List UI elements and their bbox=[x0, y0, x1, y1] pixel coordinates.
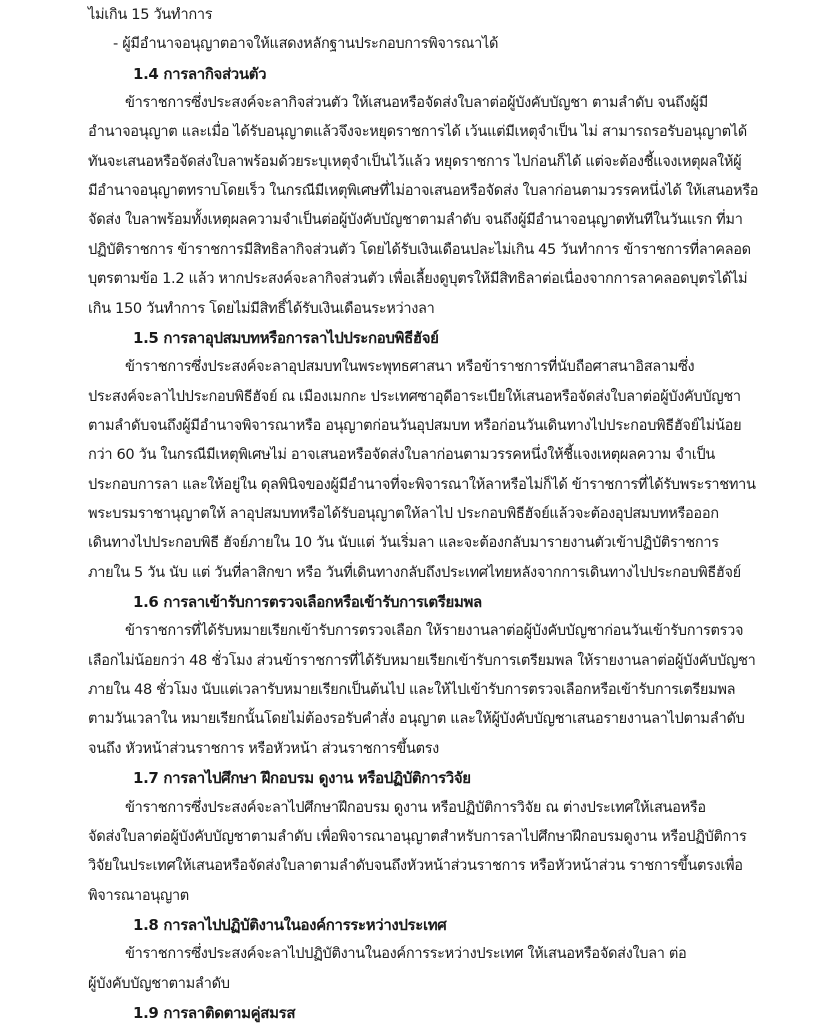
body-text-line: มีอำนาจอนุญาตทราบโดยเร็ว ในกรณีมีเหตุพิเศษที่ไม่อาจเสนอหรือจัดส่ง ใบลาก่อนตามวรรคหนึ่งได้ ให้เสนอหรือ bbox=[88, 182, 759, 199]
section-heading-1-5: 1.5 การลาอุปสมบทหรือการลาไปประกอบพิธีฮัจย์ bbox=[133, 329, 439, 347]
body-text-line: พระบรมราชานุญาตให้ ลาอุปสมบทหรือได้รับอนุญาตให้ลาไป ประกอบพิธีฮัจย์แล้วจะต้องอุปสมบทหรือออก bbox=[88, 505, 719, 522]
section-heading-1-7: 1.7 การลาไปศึกษา ฝึกอบรม ดูงาน หรือปฏิบัติการวิจัย bbox=[133, 769, 471, 787]
list-item-text: - ผู้มีอำนาจอนุญาตอาจให้แสดงหลักฐานประกอบการพิจารณาได้ bbox=[113, 35, 499, 52]
body-text-line: ข้าราชการซึ่งประสงค์จะลากิจส่วนตัว ให้เสนอหรือจัดส่งใบลาต่อผู้บังคับบัญชา ตามลำดับ จนถึงผู้มี bbox=[125, 94, 708, 111]
section-heading-1-8: 1.8 การลาไปปฏิบัติงานในองค์การระหว่างประเทศ bbox=[133, 916, 447, 934]
body-text-line: ไม่เกิน 15 วันทำการ bbox=[88, 6, 213, 23]
body-text-line: ข้าราชการซึ่งประสงค์จะลาไปปฏิบัติงานในองค์การระหว่างประเทศ ให้เสนอหรือจัดส่งใบลา ต่อ bbox=[125, 945, 687, 962]
section-heading-1-9: 1.9 การลาติดตามคู่สมรส bbox=[133, 1004, 296, 1022]
body-text-line: เกิน 150 วันทำการ โดยไม่มีสิทธิ์ได้รับเงินเดือนระหว่างลา bbox=[88, 300, 435, 317]
body-text-line: กว่า 60 วัน ในกรณีมีเหตุพิเศษไม่ อาจเสนอหรือจัดส่งใบลาก่อนตามวรรคหนึ่งให้ชี้แจงเหตุผลความ จำเป็น bbox=[88, 446, 715, 463]
body-text-line: จนถึง หัวหน้าส่วนราชการ หรือหัวหน้า ส่วนราชการขึ้นตรง bbox=[88, 740, 439, 757]
body-text-line: ทันจะเสนอหรือจัดส่งใบลาพร้อมด้วยระบุเหตุจำเป็นไว้แล้ว หยุดราชการ ไปก่อนก็ได้ แต่จะต้องชี้แจงเหตุผลให้ผู้ bbox=[88, 153, 742, 170]
body-text-line: ภายใน 5 วัน นับ แต่ วันที่ลาสิกขา หรือ วันที่เดินทางกลับถึงประเทศไทยหลังจากการเดินทางไปประกอบพิธีฮัจย์ bbox=[88, 564, 741, 581]
section-heading-1-4: 1.4 การลากิจส่วนตัว bbox=[133, 65, 267, 83]
body-text-line: ข้าราชการซึ่งประสงค์จะลาอุปสมบทในพระพุทธศาสนา หรือข้าราชการที่นับถือศาสนาอิสลามซึ่ง bbox=[125, 358, 695, 375]
body-text-line: จัดส่ง ใบลาพร้อมทั้งเหตุผลความจำเป็นต่อผู้บังคับบัญชาตามลำดับ จนถึงผู้มีอำนาจอนุญาตทันทีในวันแรก ที่มา bbox=[88, 211, 743, 228]
body-text-line: ปฏิบัติราชการ ข้าราชการมีสิทธิลากิจส่วนตัว โดยได้รับเงินเดือนปละไม่เกิน 45 วันทำการ ข้าราชการที่ลาคลอด bbox=[88, 241, 751, 258]
body-text-line: บุตรตามข้อ 1.2 แล้ว หากประสงค์จะลากิจส่วนตัว เพื่อเลี้ยงดูบุตรให้มีสิทธิลาต่อเนื่องจากการลาคลอดบุตรได้ไม่ bbox=[88, 270, 748, 287]
body-text-line: ตามลำดับจนถึงผู้มีอำนาจพิจารณาหรือ อนุญาตก่อนวันอุปสมบท หรือก่อนวันเดินทางไปประกอบพิธีฮัจย์ไม่น้อย bbox=[88, 417, 742, 434]
body-text-line: ผู้บังคับบัญชาตามลำดับ bbox=[88, 975, 230, 992]
body-text-line: เดินทางไปประกอบพิธี ฮัจย์ภายใน 10 วัน นับแต่ วันเริ่มลา และจะต้องกลับมารายงานตัวเข้าปฏิบัติราชการ bbox=[88, 534, 719, 551]
section-heading-1-6: 1.6 การลาเข้ารับการตรวจเลือกหรือเข้ารับการเตรียมพล bbox=[133, 593, 482, 611]
body-text-line: อำนาจอนุญาต และเมื่อ ได้รับอนุญาตแล้วจึงจะหยุดราชการได้ เว้นแต่มีเหตุจำเป็น ไม่ สามารถรอรับอนุญาตได้ bbox=[88, 123, 747, 140]
body-text-line: เลือกไม่น้อยกว่า 48 ชั่วโมง ส่วนข้าราชการที่ได้รับหมายเรียกเข้ารับการเตรียมพล ให้รายงานลาต่อผู้บังคับบัญชา bbox=[88, 652, 756, 669]
body-text-line: จัดส่งใบลาต่อผู้บังคับบัญชาตามลำดับ เพื่อพิจารณาอนุญาตสำหรับการลาไปศึกษาฝึกอบรมดูงาน หรือปฏิบัติการ bbox=[88, 828, 747, 845]
body-text-line: ข้าราชการซึ่งประสงค์จะลาไปศึกษาฝึกอบรม ดูงาน หรือปฏิบัติการวิจัย ณ ต่างประเทศให้เสนอหรือ bbox=[125, 799, 706, 816]
body-text-line: ภายใน 48 ชั่วโมง นับแต่เวลารับหมายเรียกเป็นต้นไป และให้ไปเข้ารับการตรวจเลือกหรือเข้ารับการเตรียมพล bbox=[88, 681, 736, 698]
body-text-line: ข้าราชการที่ได้รับหมายเรียกเข้ารับการตรวจเลือก ให้รายงานลาต่อผู้บังคับบัญชาก่อนวันเข้ารับการตรวจ bbox=[125, 622, 744, 639]
body-text-line: ประสงค์จะลาไปประกอบพิธีฮัจย์ ณ เมืองเมกกะ ประเทศซาอุดีอาระเบียให้เสนอหรือจัดส่งใบลาต่อผู้บังคับบัญชา bbox=[88, 388, 741, 405]
body-text-line: พิจารณาอนุญาต bbox=[88, 887, 189, 904]
body-text-line: วิจัยในประเทศให้เสนอหรือจัดส่งใบลาตามลำดับจนถึงหัวหน้าส่วนราชการ หรือหัวหน้าส่วน ราชการขึ้นตรงเพื่อ bbox=[88, 857, 743, 874]
body-text-line: ประกอบการลา และให้อยู่ใน ดุลพินิจของผู้มีอำนาจที่จะพิจารณาให้ลาหรือไม่ก็ได้ ข้าราชการที่ได้รับพระราชทาน bbox=[88, 476, 756, 493]
body-text-line: ตามวันเวลาใน หมายเรียกนั้นโดยไม่ต้องรอรับคำสั่ง อนุญาต และให้ผู้บังคับบัญชาเสนอรายงานลาไปตามลำดับ bbox=[88, 710, 745, 727]
